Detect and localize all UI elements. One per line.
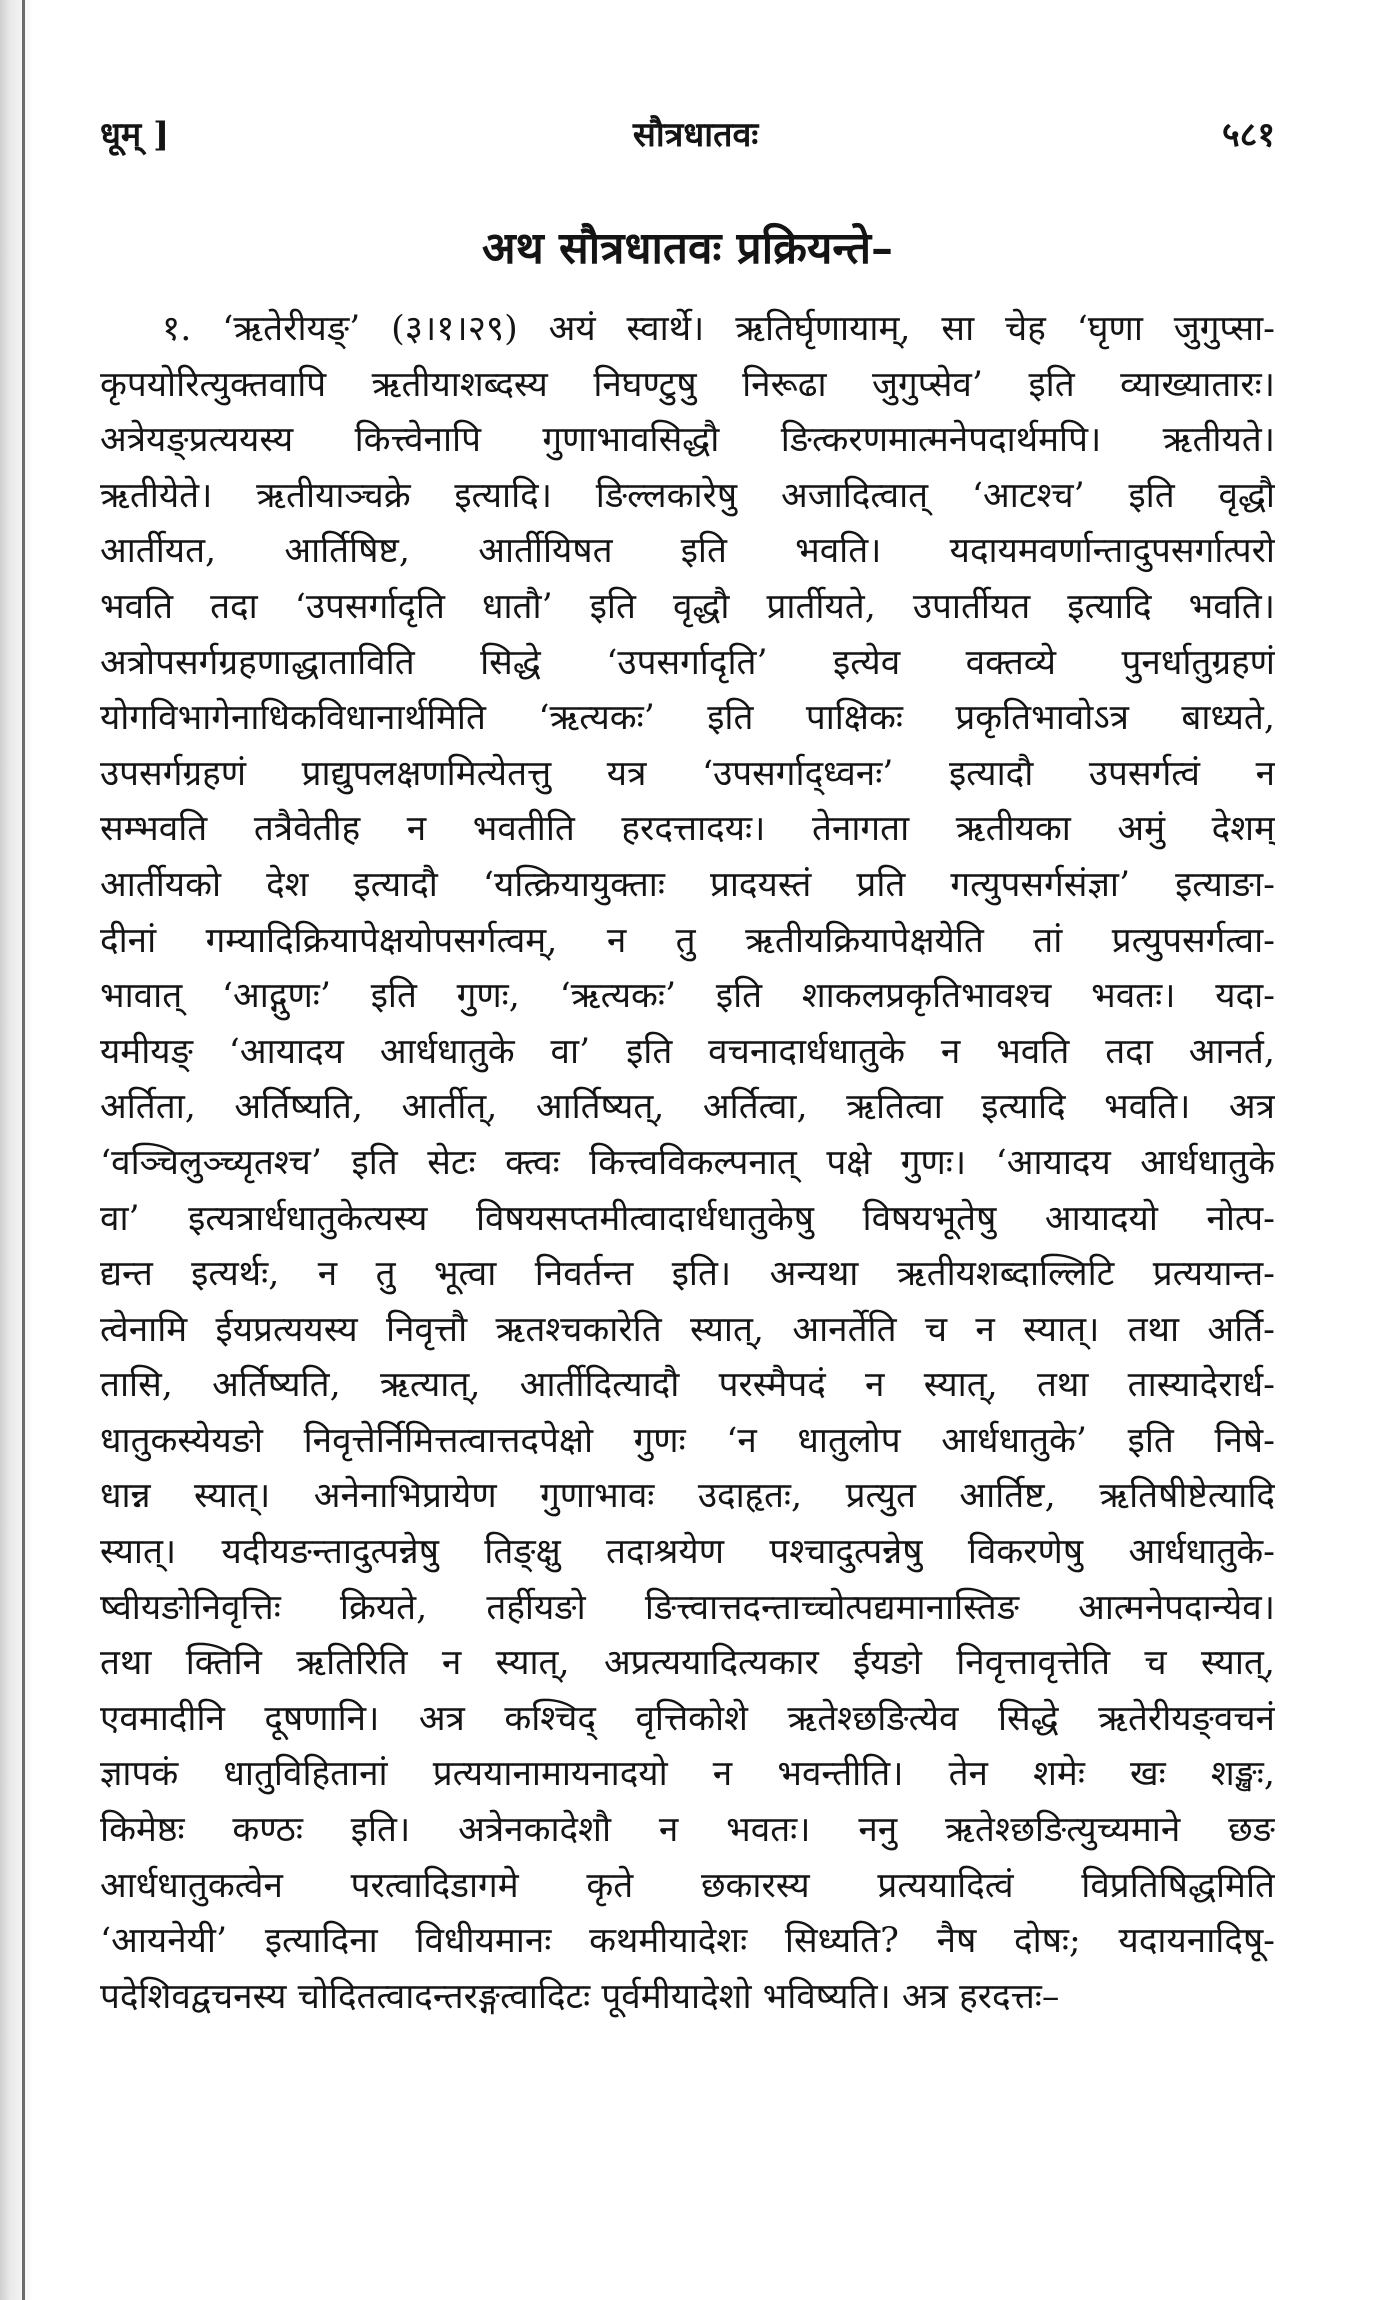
text-line: धातुकस्येयङो निवृत्तेर्निमित्तत्वात्तदपेक्षो गुणः ‘न धातुलोप आर्धधातुके’ इति निषे- <box>100 1420 1275 1461</box>
body-paragraph <box>100 302 1275 2025</box>
page-number: ५८१ <box>1221 115 1275 155</box>
header-left-text: धूम् ] <box>100 115 170 155</box>
text-line: यमीयङ् ‘आयादय आर्धधातुके वा’ इति वचनादार्धधातुके न भवति तदा आनर्त, <box>100 1031 1275 1072</box>
text-line: उपसर्गग्रहणं प्राद्युपलक्षणमित्येतत्तु यत्र ‘उपसर्गाद्ध्वनः’ इत्यादौ उपसर्गत्वं न <box>100 753 1275 794</box>
text-line: आर्तीयत, आर्तिषिष्ट, आर्तीयिषत इति भवति। यदायमवर्णान्तादुपसर्गात्परो <box>100 531 1275 572</box>
text-line: सम्भवति तत्रैवेतीह न भवतीति हरदत्तादयः। तेनागता ऋतीयका अमुं देशम् <box>100 809 1275 850</box>
text-line: धान्न स्यात्। अनेनाभिप्रायेण गुणाभावः उदाहृतः, प्रत्युत आर्तिष्ट, ऋतिषीष्टेत्यादि <box>100 1476 1275 1517</box>
text-line: अत्रेयङ्प्रत्ययस्य कित्त्वेनापि गुणाभावसिद्धौ ङित्करणमात्मनेपदार्थमपि। ऋतीयते। <box>100 420 1275 461</box>
text-line: कृपयोरित्युक्तवापि ऋतीयाशब्दस्य निघण्टुषु निरूढा जुगुप्सेव’ इति व्याख्यातारः। <box>100 364 1275 405</box>
text-line: ‘आयनेयी’ इत्यादिना विधीयमानः कथमीयादेशः सिध्यति? नैष दोषः; यदायनादिषू- <box>100 1921 1275 1962</box>
section-heading: अथ सौत्रधातवः प्रक्रियन्ते– <box>481 223 894 274</box>
text-line: योगविभागेनाधिकविधानार्थमिति ‘ऋत्यकः’ इति पाक्षिकः प्रकृतिभावोऽत्र बाध्यते, <box>100 698 1275 739</box>
text-line: ज्ञापकं धातुविहितानां प्रत्ययानामायनादयो न भवन्तीति। तेन शमेः खः शङ्खः, <box>100 1754 1275 1795</box>
text-line: दीनां गम्यादिक्रियापेक्षयोपसर्गत्वम्, न तु ऋतीयक्रियापेक्षयेति तां प्रत्युपसर्गत्वा- <box>100 920 1275 961</box>
book-page <box>100 110 1275 2025</box>
text-line: ऋतीयेते। ऋतीयाञ्चक्रे इत्यादि। ङिल्लकारेषु अजादित्वात् ‘आटश्च’ इति वृद्धौ <box>100 475 1275 516</box>
text-line: त्वेनामि ईयप्रत्ययस्य निवृत्तौ ऋतश्चकारेति स्यात्, आनर्तेति च न स्यात्। तथा अर्ति- <box>100 1309 1275 1350</box>
running-header <box>100 110 1275 170</box>
header-title: सौत्रधातवः <box>632 115 759 155</box>
text-line: किमेष्ठः कण्ठः इति। अत्रेनकादेशौ न भवतः। ननु ऋतेश्छङित्युच्यमाने छङ <box>100 1810 1275 1851</box>
text-line: ष्वीयङोनिवृत्तिः क्रियते, तर्हीयङो ङित्त्वात्तदन्ताच्चोत्पद्यमानास्तिङ आत्मनेपदान्येव। <box>100 1587 1275 1628</box>
text-line: तथा क्तिनि ऋतिरिति न स्यात्, अप्रत्ययादित्यकार ईयङो निवृत्तावृत्तेति च स्यात्, <box>100 1643 1275 1684</box>
text-line: स्यात्। यदीयङन्तादुत्पन्नेषु तिङ्क्षु तदाश्रयेण पश्चादुत्पन्नेषु विकरणेषु आर्धधातुके- <box>100 1532 1275 1573</box>
text-line: अर्तिता, अर्तिष्यति, आर्तीत्, आर्तिष्यत्, अर्तित्वा, ऋतित्वा इत्यादि भवति। अत्र <box>100 1087 1275 1128</box>
text-line: अत्रोपसर्गग्रहणाद्धाताविति सिद्धे ‘उपसर्गादृति’ इत्येव वक्तव्ये पुनर्धातुग्रहणं <box>100 642 1275 683</box>
text-line: पदेशिवद्वचनस्य चोदितत्वादन्तरङ्गत्वादिटः पूर्वमीयादेशो भविष्यति। अत्र हरदत्तः– <box>100 1976 1060 2017</box>
text-line: तासि, अर्तिष्यति, ऋत्यात्, आर्तीदित्यादौ परस्मैपदं न स्यात्, तथा तास्यादेरार्ध- <box>100 1365 1275 1406</box>
text-line: द्यन्त इत्यर्थः, न तु भूत्वा निवर्तन्त इति। अन्यथा ऋतीयशब्दाल्लिटि प्रत्ययान्त- <box>100 1254 1275 1295</box>
page-binding-line <box>22 0 25 2300</box>
text-line: आर्धधातुकत्वेन परत्वादिडागमे कृते छकारस्य प्रत्ययादित्वं विप्रतिषिद्धमिति <box>100 1865 1275 1906</box>
page-binding-edge <box>0 0 34 2300</box>
text-line: एवमादीनि दूषणानि। अत्र कश्चिद् वृत्तिकोशे ऋतेश्छङित्येव सिद्धे ऋतेरीयङ्वचनं <box>100 1698 1275 1739</box>
text-line: वा’ इत्यत्रार्धधातुकेत्यस्य विषयसप्तमीत्वादार्धधातुकेषु विषयभूतेषु आयादयो नोत्प- <box>100 1198 1275 1239</box>
text-line: ‘वञ्चिलुञ्च्यृतश्च’ इति सेटः क्त्वः कित्त्वविकल्पनात् पक्षे गुणः। ‘आयादय आर्धधातुके <box>100 1142 1275 1183</box>
text-line: आर्तीयको देश इत्यादौ ‘यत्क्रियायुक्ताः प्रादयस्तं प्रति गत्युपसर्गसंज्ञा’ इत्याङा- <box>100 864 1275 905</box>
text-line: भवति तदा ‘उपसर्गादृति धातौ’ इति वृद्धौ प्रार्तीयते, उपार्तीयत इत्यादि भवति। <box>100 586 1275 627</box>
text-line: १. ‘ऋतेरीयङ्’ (३।१।२९) अयं स्वार्थे। ऋतिर्घृणायाम्, सा चेह ‘घृणा जुगुप्सा- <box>162 309 1275 349</box>
text-line: भावात् ‘आद्गुणः’ इति गुणः, ‘ऋत्यकः’ इति शाकलप्रकृतिभावश्च भवतः। यदा- <box>100 976 1275 1017</box>
